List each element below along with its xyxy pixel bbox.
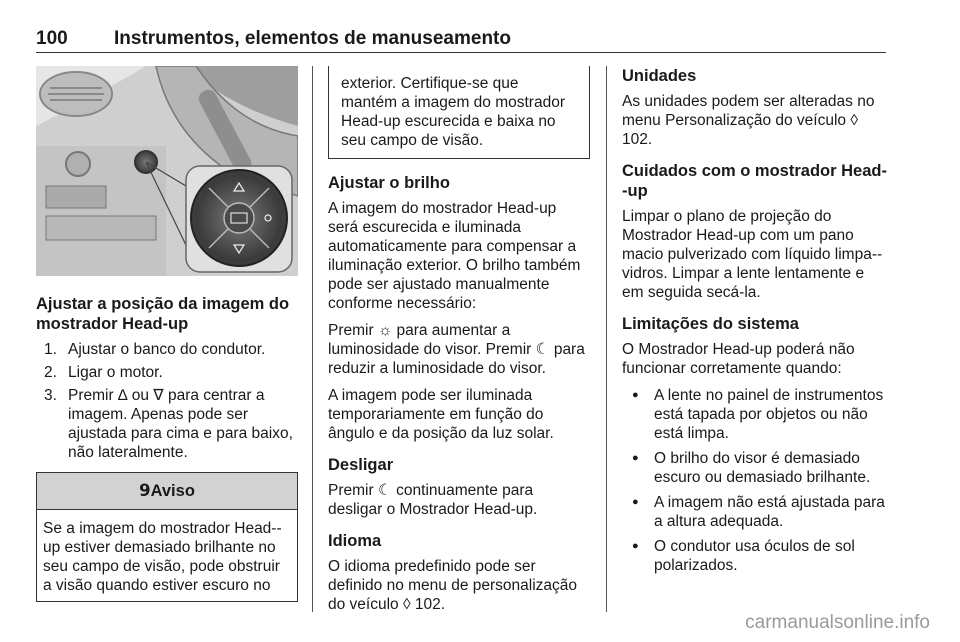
step-text: Ajustar o banco do condutor. [68,341,266,358]
list-item: ● A lente no painel de instrumentos está tapada por objetos ou não está limpa. [654,386,888,443]
hud-controls-illustration [36,66,298,276]
language-text: O idioma predefinido pode ser definido no menu de personalização do veículo ◊ 102. [328,558,578,613]
step-item [36,340,298,359]
units-heading: Unidades [622,67,697,85]
units-text: As unidades podem ser alteradas no menu Personalização do veículo ◊ 102. [622,93,875,148]
step-item [36,363,298,382]
step-text: Premir ∆ ou ∇ para centrar a imagem. Apenas pode ser ajustada para cima e para baixo, não lateralmente. [68,387,293,461]
warning-icon: 9 [139,481,151,500]
warning-header [37,473,297,510]
list-item: ● O condutor usa óculos de sol polarizados. [654,537,888,575]
position-heading: Ajustar a posição da imagem do mostrador Head-up [36,295,290,333]
column-divider-right [606,66,607,612]
brightness-heading: Ajustar o brilho [328,174,450,192]
step-number: 1. [44,341,57,358]
brightness-paragraph-3: A imagem pode ser iluminada temporariamente em função do ângulo e da posição da luz solar. [328,387,554,442]
step-number: 2. [44,364,57,381]
page-header [36,28,886,53]
page-number: 100 [36,28,68,49]
step-item [36,386,298,462]
step-number: 3. [44,387,57,404]
off-text: Premir ☾ continuamente para desligar o Mostrador Head-up. [328,482,538,518]
limits-list [622,386,888,575]
column-middle [328,66,590,622]
warning-continued-box [328,66,590,159]
brightness-paragraph-1: A imagem do mostrador Head-up será escurecida e iluminada automaticamente para compensar a iluminação exterior. O brilho também pode ser ajustado manualmente conforme necessário: [328,200,581,312]
list-item: ● A imagem não está ajustada para a altura adequada. [654,493,888,531]
hud-controls-photo [36,66,298,276]
column-divider-left [312,66,313,612]
care-heading: Cuidados com o mostrador Head--up [622,162,887,200]
column-left [36,66,298,602]
warning-box [36,472,298,602]
watermark: carmanualsonline.info [745,612,930,633]
limits-heading: Limitações do sistema [622,315,799,333]
brightness-paragraph-2: Premir ☼ para aumentar a luminosidade do visor. Premir ☾ para reduzir a luminosidade do visor. [328,322,585,377]
warning-text: Se a imagem do mostrador Head--up estiver demasiado brilhante no seu campo de visão, pode obstruir a visão quando estiver escuro no [43,520,282,594]
limits-intro: O Mostrador Head-up poderá não funcionar corretamente quando: [622,341,855,377]
list-item: ● O brilho do visor é demasiado escuro ou demasiado brilhante. [654,449,888,487]
care-text: Limpar o plano de projeção do Mostrador Head-up com um pano macio pulverizado com líquido limpa--vidros. Limpar a lente lentamente e em seguida secá-la. [622,208,883,301]
language-heading: Idioma [328,532,382,550]
warning-continued-text: exterior. Certifique-se que mantém a imagem do mostrador Head-up escurecida e baixa no seu campo de visão. [341,75,565,149]
step-text: Ligar o motor. [68,364,163,381]
column-right [622,66,888,581]
page-title: Instrumentos, elementos de manuseamento [114,28,511,49]
warning-title: Aviso [150,482,195,500]
adjust-steps-list [36,340,298,462]
off-heading: Desligar [328,456,394,474]
